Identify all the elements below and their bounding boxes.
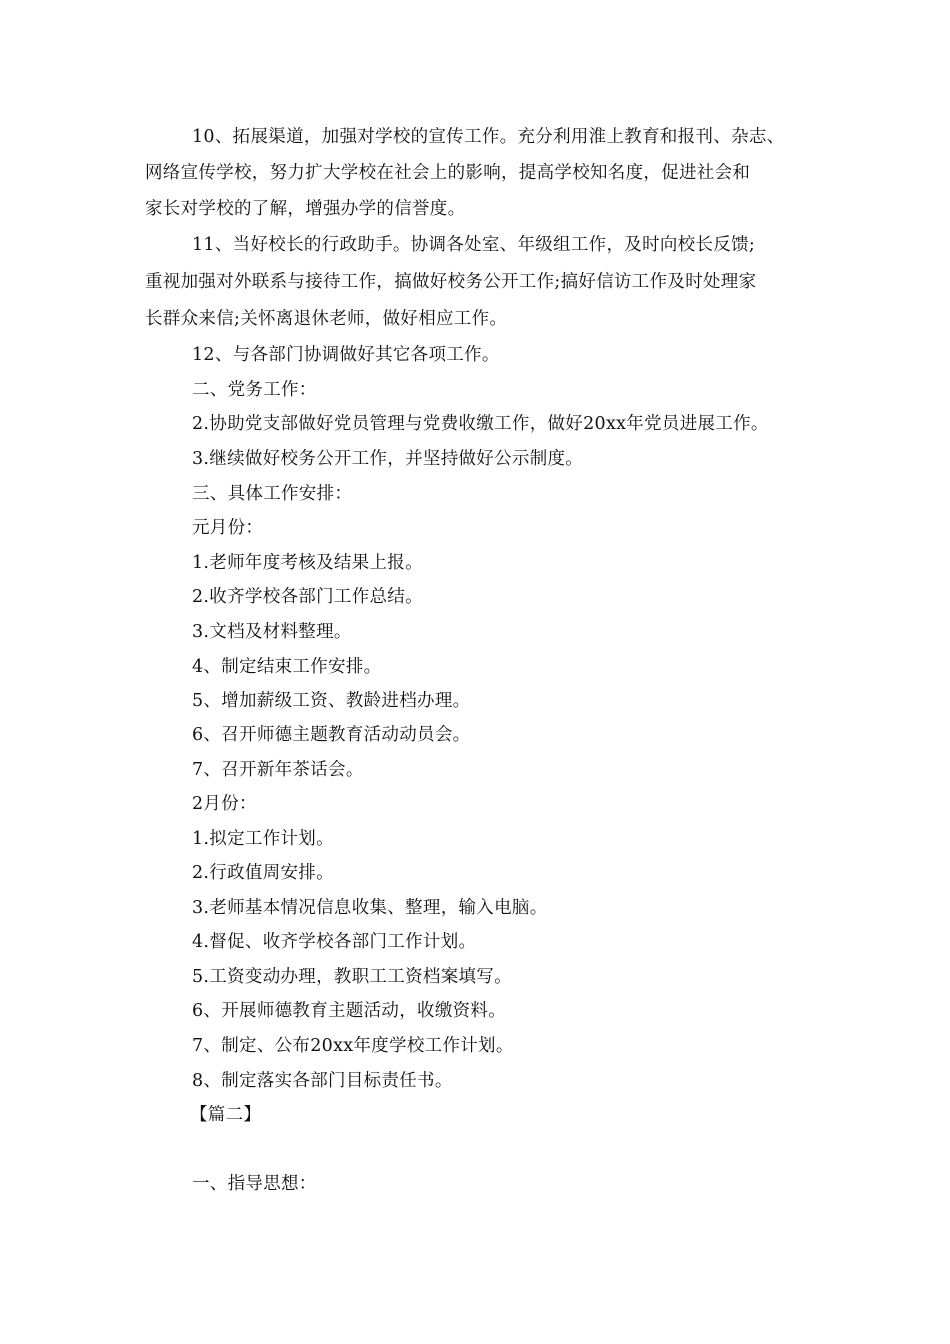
list-item: 4.督促、收齐学校各部门工作计划。 [192,932,477,952]
paragraph-10-line-3: 家长对学校的了解，增强办学的信誉度。 [145,199,466,219]
list-item: 2.协助党支部做好党员管理与党费收缴工作，做好20xx年党员进展工作。 [192,414,769,434]
list-item: 5、增加薪级工资、教龄进档办理。 [192,691,471,711]
list-item: 8、制定落实各部门目标责任书。 [192,1071,453,1091]
list-item: 3.继续做好校务公开工作，并坚持做好公示制度。 [192,449,584,469]
list-item: 3.文档及材料整理。 [192,622,352,642]
list-item: 3.老师基本情况信息收集、整理，输入电脑。 [192,898,548,918]
paragraph-10-line-2: 网络宣传学校，努力扩大学校在社会上的影响，提高学校知名度，促进社会和 [145,163,751,183]
section-heading-guiding-thought: 一、指导思想： [192,1174,317,1194]
paragraph-11-line-3: 长群众来信;关怀离退休老师，做好相应工作。 [145,309,508,329]
list-item: 1.老师年度考核及结果上报。 [192,553,423,573]
paragraph-11-line-2: 重视加强对外联系与接待工作，搞做好校务公开工作;搞好信访工作及时处理家 [145,272,757,292]
list-item: 7、制定、公布20xx年度学校工作计划。 [192,1036,514,1056]
list-item: 7、召开新年茶话会。 [192,760,364,780]
paragraph-10-line-1: 10、拓展渠道，加强对学校的宣传工作。充分利用淮上教育和报刊、杂志、 [192,127,785,147]
paragraph-11-line-1: 11、当好校长的行政助手。协调各处室、年级组工作，及时向校长反馈; [192,235,756,255]
month-heading-january: 元月份： [192,518,264,538]
list-item: 6、开展师德教育主题活动，收缴资料。 [192,1001,507,1021]
section-heading-schedule: 三、具体工作安排： [192,484,353,504]
list-item: 2.行政值周安排。 [192,863,334,883]
list-item: 5.工资变动办理，教职工工资档案填写。 [192,967,512,987]
list-item: 1.拟定工作计划。 [192,829,334,849]
section-heading-party-work: 二、党务工作： [192,380,317,400]
list-item: 6、召开师德主题教育活动动员会。 [192,725,471,745]
paragraph-12: 12、与各部门协调做好其它各项工作。 [192,345,500,365]
month-heading-february: 2月份： [192,794,257,814]
list-item: 4、制定结束工作安排。 [192,657,382,677]
article-heading-part-two: 【篇二】 [190,1105,262,1125]
list-item: 2.收齐学校各部门工作总结。 [192,587,423,607]
